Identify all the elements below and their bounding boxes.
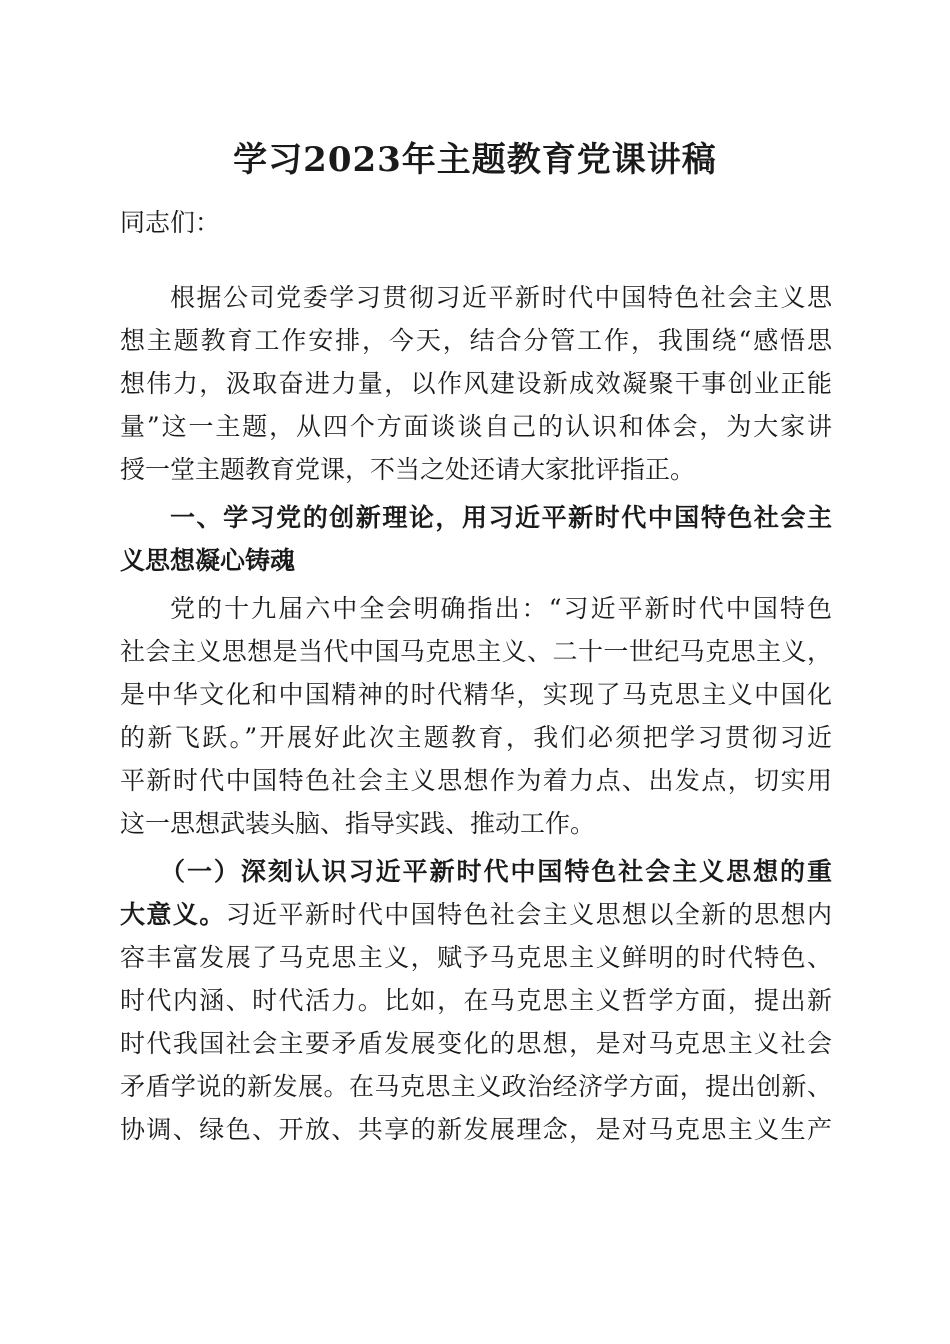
intro-line: 量”这一主题，从四个方面谈谈自己的认识和体会，为大家讲 bbox=[120, 412, 832, 441]
subsection1-line: 时代我国社会主要矛盾发展变化的思想，是对马克思主义社会 bbox=[120, 1029, 832, 1058]
section1-para-line: 社会主义思想是当代中国马克思主义、二十一世纪马克思主义， bbox=[120, 637, 832, 666]
document-title: 学习2023年主题教育党课讲稿 bbox=[233, 140, 717, 180]
section1-para-line: 的新飞跃。”开展好此次主题教育，我们必须把学习贯彻习近 bbox=[120, 723, 832, 752]
subsection1-heading-cont bbox=[120, 897, 832, 933]
intro-line: 想主题教育工作安排，今天，结合分管工作，我围绕“感悟思 bbox=[120, 326, 832, 355]
subsection1-line: 矛盾学说的新发展。在马克思主义政治经济学方面，提出创新、 bbox=[120, 1072, 832, 1101]
intro-line: 根据公司党委学习贯彻习近平新时代中国特色社会主义思 bbox=[170, 283, 832, 312]
salutation: 同志们： bbox=[120, 208, 221, 237]
intro-line: 想伟力，汲取奋进力量，以作风建设新成效凝聚干事创业正能 bbox=[120, 369, 832, 398]
subsection1-line: 协调、绿色、开放、共享的新发展理念，是对马克思主义生产 bbox=[120, 1115, 832, 1144]
subsection1-line: 容丰富发展了马克思主义，赋予马克思主义鲜明的时代特色、 bbox=[120, 943, 832, 972]
section1-heading: 义思想凝心铸魂 bbox=[120, 546, 296, 575]
section1-para-line: 平新时代中国特色社会主义思想作为着力点、出发点，切实用 bbox=[120, 766, 832, 795]
subsection1-text: 习近平新时代中国特色社会主义思想以全新的思想内 bbox=[225, 900, 832, 929]
section1-para-line: 党的十九届六中全会明确指出：“习近平新时代中国特色 bbox=[170, 594, 832, 623]
section1-para-line: 这一思想武装头脑、指导实践、推动工作。 bbox=[120, 809, 596, 838]
intro-line: 授一堂主题教育党课，不当之处还请大家批评指正。 bbox=[120, 455, 696, 484]
subsection1-heading: （一）深刻认识习近平新时代中国特色社会主义思想的重 bbox=[160, 857, 832, 886]
subsection1-heading-end: 大意义。 bbox=[120, 900, 226, 929]
subsection1-line: 时代内涵、时代活力。比如，在马克思主义哲学方面，提出新 bbox=[120, 986, 832, 1015]
section1-para-line: 是中华文化和中国精神的时代精华，实现了马克思主义中国化 bbox=[120, 680, 832, 709]
section1-heading: 一、学习党的创新理论，用习近平新时代中国特色社会主 bbox=[170, 503, 832, 532]
